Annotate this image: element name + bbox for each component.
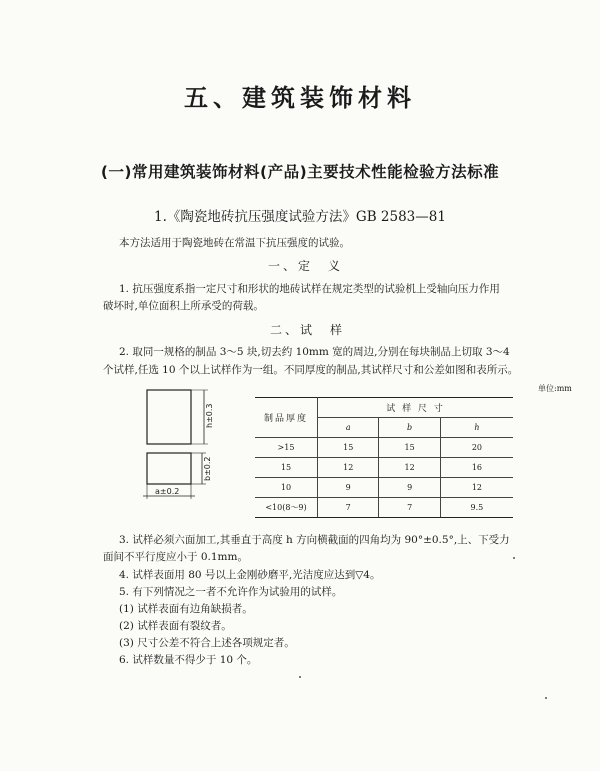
table-row: [255, 438, 513, 458]
part2-heading: 二、试 样: [270, 323, 346, 337]
item-5-sub-1: (1) 试样表面有边角缺损者。: [119, 603, 253, 615]
cell-b: 9: [379, 478, 440, 498]
cell-h: 20: [440, 438, 513, 458]
scan-speck: [513, 557, 515, 559]
subsection-title: 1.《陶瓷地砖抗压强度试验方法》GB 2583—81: [154, 209, 446, 225]
intro-text: 本方法适用于陶瓷地砖在常温下抗压强度的试验。: [119, 237, 350, 249]
part1-heading: 一、定 义: [268, 259, 344, 273]
part2-line-2: 个试样,任选 10 个以上试样作为一组。不同厚度的制品,其试样尺寸和公差如图和表所示。: [103, 364, 519, 376]
item-3-line-2: 面间不平行度应小于 0.1mm。: [103, 551, 248, 563]
table-row: [255, 498, 513, 518]
specimen-size-table: [255, 397, 513, 518]
subheader-h: h: [440, 418, 513, 438]
scan-speck: [299, 676, 301, 678]
cell-h: 16: [440, 458, 513, 478]
item-5-sub-3: (3) 尺寸公差不符合上述各项规定者。: [119, 637, 295, 649]
col-size-header: 试 样 尺 寸: [318, 398, 514, 418]
cell-a: 7: [318, 498, 379, 518]
cell-thickness: 15: [255, 458, 318, 478]
cell-h: 12: [440, 478, 513, 498]
cell-a: 9: [318, 478, 379, 498]
table-row: [255, 478, 513, 498]
part1-line-2: 破坏时,单位面积上所承受的荷载。: [103, 300, 264, 312]
subheader-b: b: [379, 418, 440, 438]
specimen-top-view: [147, 390, 191, 444]
col-thickness-header: 制品厚度: [255, 398, 318, 438]
cell-b: 12: [379, 458, 440, 478]
chapter-title: 五、建筑装饰材料: [184, 83, 416, 112]
subheader-a: a: [318, 418, 379, 438]
cell-h: 9.5: [440, 498, 513, 518]
specimen-side-view: [147, 453, 191, 484]
cell-thickness: <10(8～9): [255, 498, 318, 518]
dimension-h-label: h±0.3: [205, 403, 214, 428]
part2-line-1: 2. 取同一规格的制品 3～5 块,切去约 10mm 宽的周边,分别在每块制品上切取 3～4: [119, 346, 510, 358]
item-3-line-1: 3. 试样必须六面加工,其垂直于高度 h 方向横截面的四角均为 90°±0.5°,上、下受力: [119, 534, 510, 546]
scan-speck: [545, 697, 547, 699]
item-6: 6. 试样数量不得少于 10 个。: [119, 654, 258, 666]
cell-thickness: >15: [255, 438, 318, 458]
item-5: 5. 有下列情况之一者不允许作为试验用的试样。: [119, 586, 343, 598]
cell-a: 15: [318, 438, 379, 458]
item-4: 4. 试样表面用 80 号以上金刚砂磨平,光洁度应达到▽4。: [119, 569, 381, 581]
table-unit: 单位:mm: [538, 384, 572, 393]
cell-b: 15: [379, 438, 440, 458]
section-title: (一)常用建筑装饰材料(产品)主要技术性能检验方法标准: [100, 163, 500, 181]
specimen-figure: [120, 380, 230, 505]
dimension-b-label: b±0.2: [203, 456, 212, 481]
cell-b: 7: [379, 498, 440, 518]
cell-thickness: 10: [255, 478, 318, 498]
table-row: [255, 458, 513, 478]
part1-line-1: 1. 抗压强度系指一定尺寸和形状的地砖试样在规定类型的试验机上受轴向压力作用: [119, 283, 500, 295]
dimension-a-label: a±0.2: [155, 487, 180, 496]
item-5-sub-2: (2) 试样表面有裂纹者。: [119, 620, 232, 632]
cell-a: 12: [318, 458, 379, 478]
